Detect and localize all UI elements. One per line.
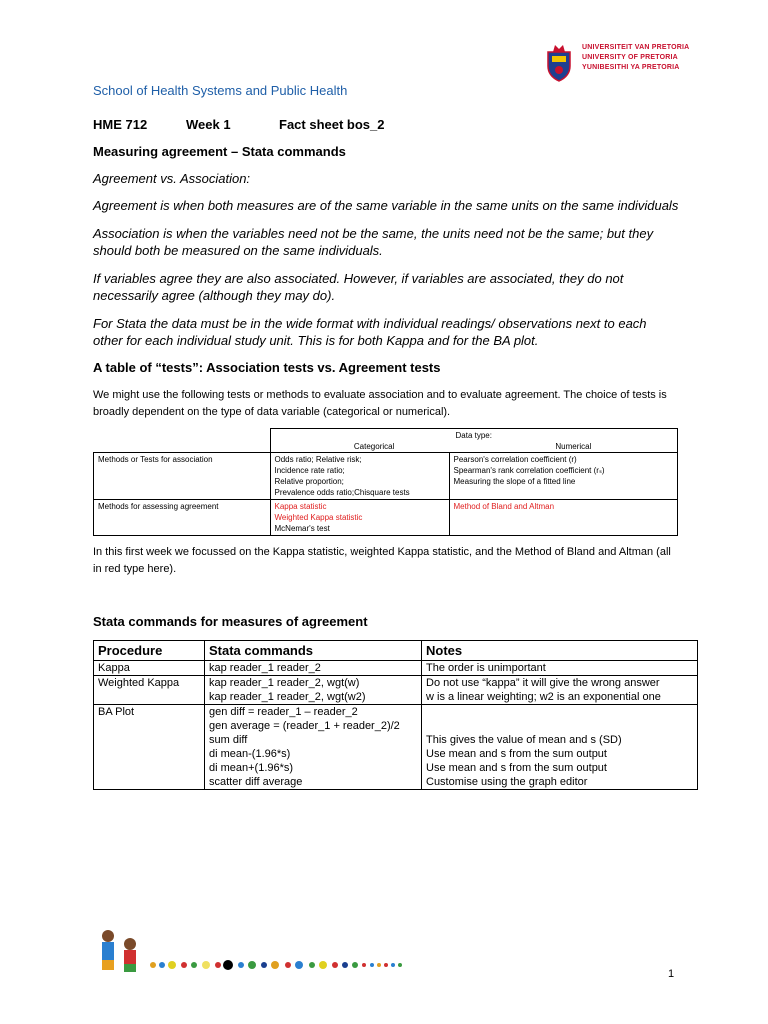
paragraph: For Stata the data must be in the wide format with individual readings/ observations next to each other for each individual study unit. This is for both Kappa and for the BA plot. xyxy=(93,316,647,348)
column-header: Notes xyxy=(422,641,698,661)
data-type-header: Data type: xyxy=(455,431,492,440)
section-title: A table of “tests”: Association tests vs. Agreement tests xyxy=(93,360,441,375)
tests-table: Data type: Categorical Numerical Methods or Tests for association Odds ratio; Relative risk; Incidence rate ratio; Relative proportion; Prevalence odds ratio;Chisquare tests Pearson's correlation coefficient (r) Spearman's rank correlation coefficient (rₛ) Measuring the slope of a fitted line Methods for assessing agreement Kappa statistic Weighted Kappa statistic McNemar's test Method of Bland and Altman xyxy=(93,428,678,536)
stata-commands-table xyxy=(93,640,698,790)
course-code: HME 712 xyxy=(93,117,148,132)
categorical-header: Categorical xyxy=(353,442,395,451)
numerical-header: Numerical xyxy=(555,442,592,451)
fact-sheet-label: Fact sheet bos_2 xyxy=(279,117,385,132)
paragraph: We might use the following tests or methods to evaluate association and to evaluate agreement. The choice of tests is broadly dependent on the type of data variable (categorical or numerical). xyxy=(93,389,667,418)
paragraph: Association is when the variables need not be the same, the units need not be the same; but they should both be measured on the same individuals. xyxy=(93,226,654,258)
university-crest-icon xyxy=(544,42,574,82)
paragraph: In this first week we focussed on the Kappa statistic, weighted Kappa statistic, and the Method of Bland and Altman (all in red type here). xyxy=(93,546,671,575)
paragraph: Agreement vs. Association: xyxy=(93,171,251,186)
column-header: Stata commands xyxy=(205,641,422,661)
school-name: School of Health Systems and Public Health xyxy=(93,83,348,98)
table-row: Kappa kap reader_1 reader_2 The order is unimportant xyxy=(94,661,698,676)
page-number: 1 xyxy=(668,968,675,980)
week-label: Week 1 xyxy=(186,117,231,132)
row-label: Methods for assessing agreement xyxy=(94,500,271,536)
university-name: UNIVERSITEIT VAN PRETORIA UNIVERSITY OF PRETORIA YUNIBESITHI YA PRETORIA xyxy=(582,44,690,71)
column-header: Procedure xyxy=(94,641,205,661)
figure-decoration-icon xyxy=(96,926,148,976)
bead-border-icon xyxy=(148,958,408,972)
paragraph: If variables agree they are also associated. However, if variables are associated, they do not necessarily agree (although they may do). xyxy=(93,271,624,303)
section-title: Stata commands for measures of agreement xyxy=(93,614,368,629)
paragraph: Agreement is when both measures are of the same variable in the same units on the same individuals xyxy=(93,198,679,213)
table-row: BA Plot gen diff = reader_1 – reader_2 gen average = (reader_1 + reader_2)/2 sum diff di mean-(1.96*s) di mean+(1.96*s) scatter diff average This gives the value of mean and s (SD) Use mean and s from the sum output Use mean and s from the sum output Customise using the graph editor xyxy=(94,705,698,790)
row-label: Methods or Tests for association xyxy=(94,453,271,500)
page-title: Measuring agreement – Stata commands xyxy=(93,144,346,159)
table-row: Weighted Kappa kap reader_1 reader_2, wgt(w) kap reader_1 reader_2, wgt(w2) Do not use “kappa” it will give the wrong answer w is a linear weighting; w2 is an exponential one xyxy=(94,676,698,705)
